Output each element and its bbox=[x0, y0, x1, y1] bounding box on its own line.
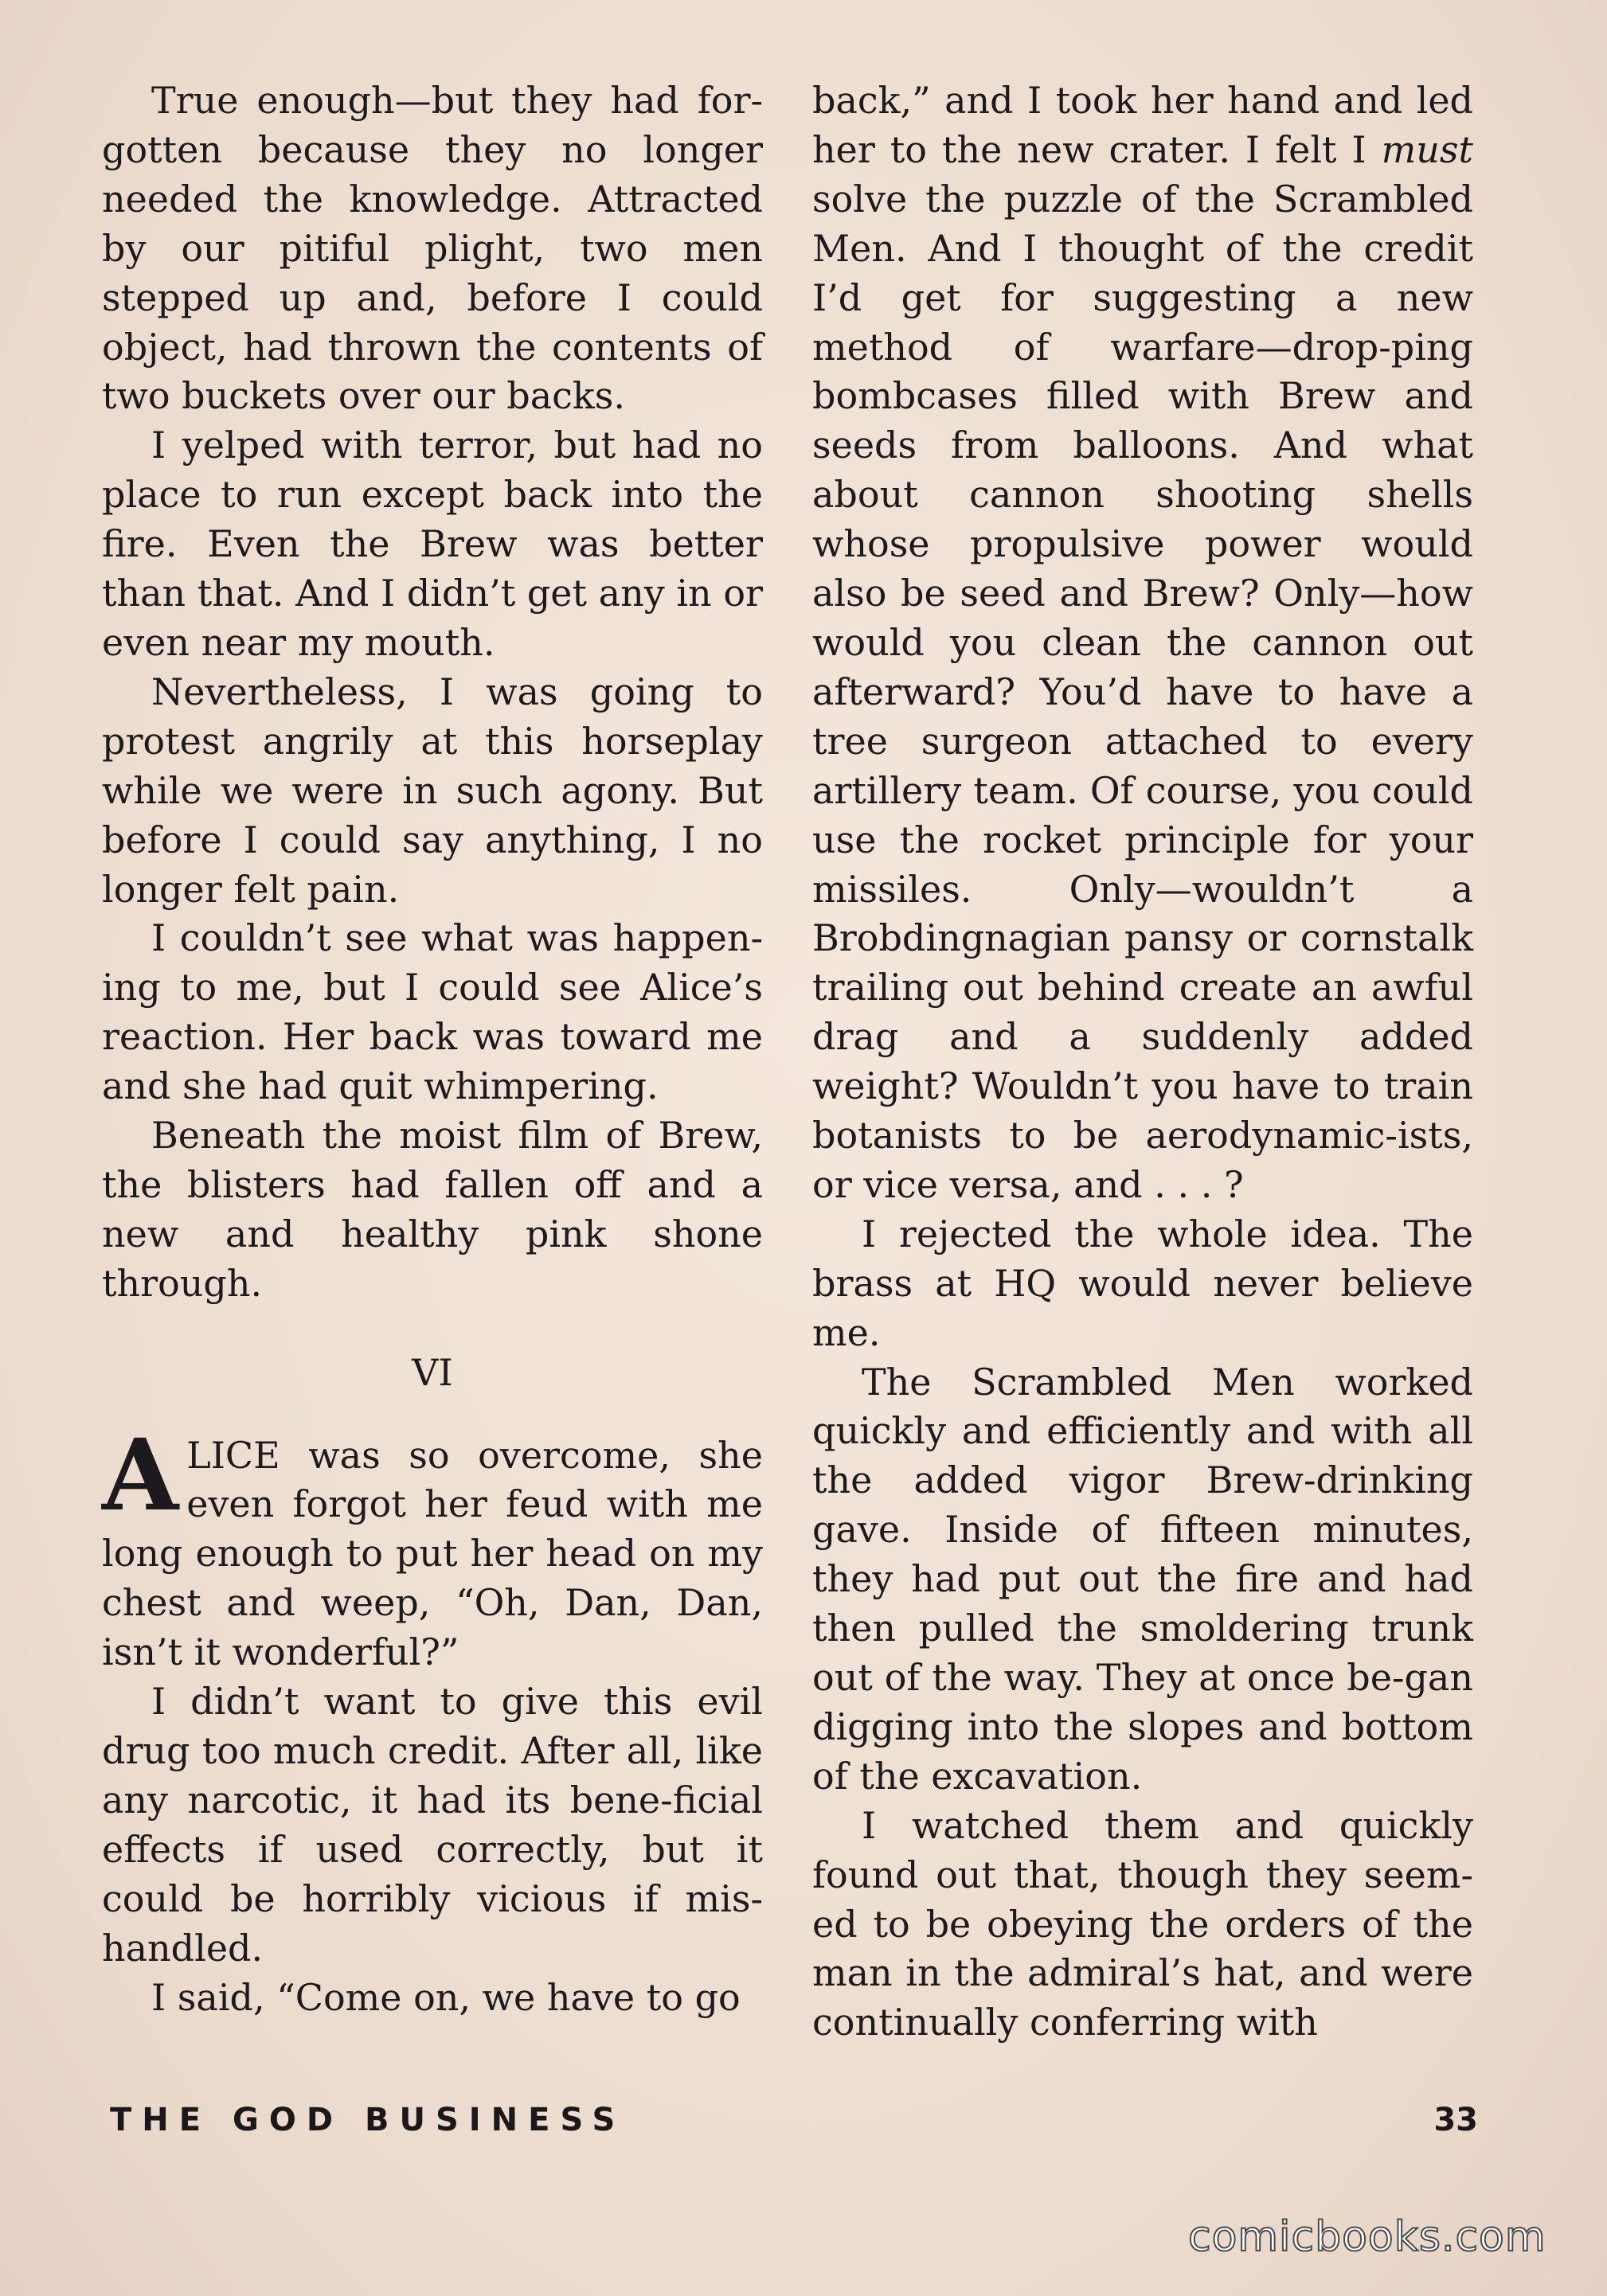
continued-paragraph bbox=[812, 76, 1473, 1210]
running-title: THE GOD BUSINESS bbox=[110, 2102, 626, 2138]
paragraph: True enough—but they had for-gotten because they no longer needed the knowledge. Attracted by our pitiful plight, two men stepped up and, before I could object, had thrown the contents of two buckets over our backs. bbox=[102, 79, 763, 418]
paragraph: I didn’t want to give this evil drug too much credit. After all, like any narcotic, it had its bene-ficial effects if used correctly, but it could be horribly vicious if mis-handled. bbox=[102, 1680, 763, 1970]
paragraph: Nevertheless, I was going to protest angrily at this horseplay while we were in such agony. But before I could say anything, I no longer felt pain. bbox=[102, 670, 763, 911]
dropcap-paragraph bbox=[102, 1417, 763, 1678]
left-column bbox=[102, 76, 763, 2022]
paragraph-text: solve the puzzle of the Scrambled Men. And I thought of the credit I’d get for suggesting a new method of warfare—drop-ping bombcases filled with Brew and seeds from balloons. And what about cannon shooting shells whose propulsive power would also be seed and Brew? Only—how would you clean the cannon out afterward? You’d have to have a tree surgeon attached to every artillery team. Of course, you could use the rocket principle for your missiles. Only—wouldn’t a Brobdingnagian pansy or cornstalk trailing out behind create an awful drag and a suddenly added weight? Wouldn’t you have to train botanists to be aerodynamic-ists, or vice versa, and . . . ? bbox=[812, 177, 1473, 1206]
section-heading: VI bbox=[412, 1350, 453, 1394]
right-column bbox=[812, 76, 1473, 2048]
paragraph: I said, “Come on, we have to go bbox=[151, 1975, 741, 2019]
dropcap-letter: A bbox=[102, 1417, 179, 1533]
paragraph: Beneath the moist film of Brew, the blisters had fallen off and a new and healthy pink shone through. bbox=[102, 1114, 763, 1305]
paragraph: I yelped with terror, but had no place to run except back into the fire. Even the Brew was better than that. And I didn’t get any in or even near my mouth. bbox=[102, 424, 763, 664]
paragraph-text: back,” and I took her hand and led her to the new crater. I felt I bbox=[812, 79, 1473, 171]
paragraph: The Scrambled Men worked quickly and efficiently and with all the added vigor Brew-drinking gave. Inside of fifteen minutes, they had put out the fire and had then pulled the smoldering trunk out of the way. They at once be-gan digging into the slopes and bottom of the excavation. bbox=[812, 1360, 1473, 1798]
emphasis: must bbox=[1381, 127, 1473, 171]
dropcap-paragraph-text: LICE was so overcome, she even forgot her feud with me long enough to put her head on my chest and weep, “Oh, Dan, Dan, isn’t it wonderful?” bbox=[102, 1433, 763, 1674]
page-number: 33 bbox=[1433, 2102, 1478, 2138]
page-footer bbox=[110, 2102, 1478, 2138]
paragraph: I couldn’t see what was happen-ing to me, but I could see Alice’s reaction. Her back was toward me and she had quit whimpering. bbox=[102, 916, 763, 1108]
paragraph: I watched them and quickly found out that, though they seem-ed to be obeying the orders of the man in the admiral’s hat, and were continually conferring with bbox=[812, 1803, 1473, 2044]
watermark: comicbooks.com bbox=[1188, 2213, 1546, 2261]
paragraph: I rejected the whole idea. The brass at HQ would never believe me. bbox=[812, 1212, 1473, 1354]
